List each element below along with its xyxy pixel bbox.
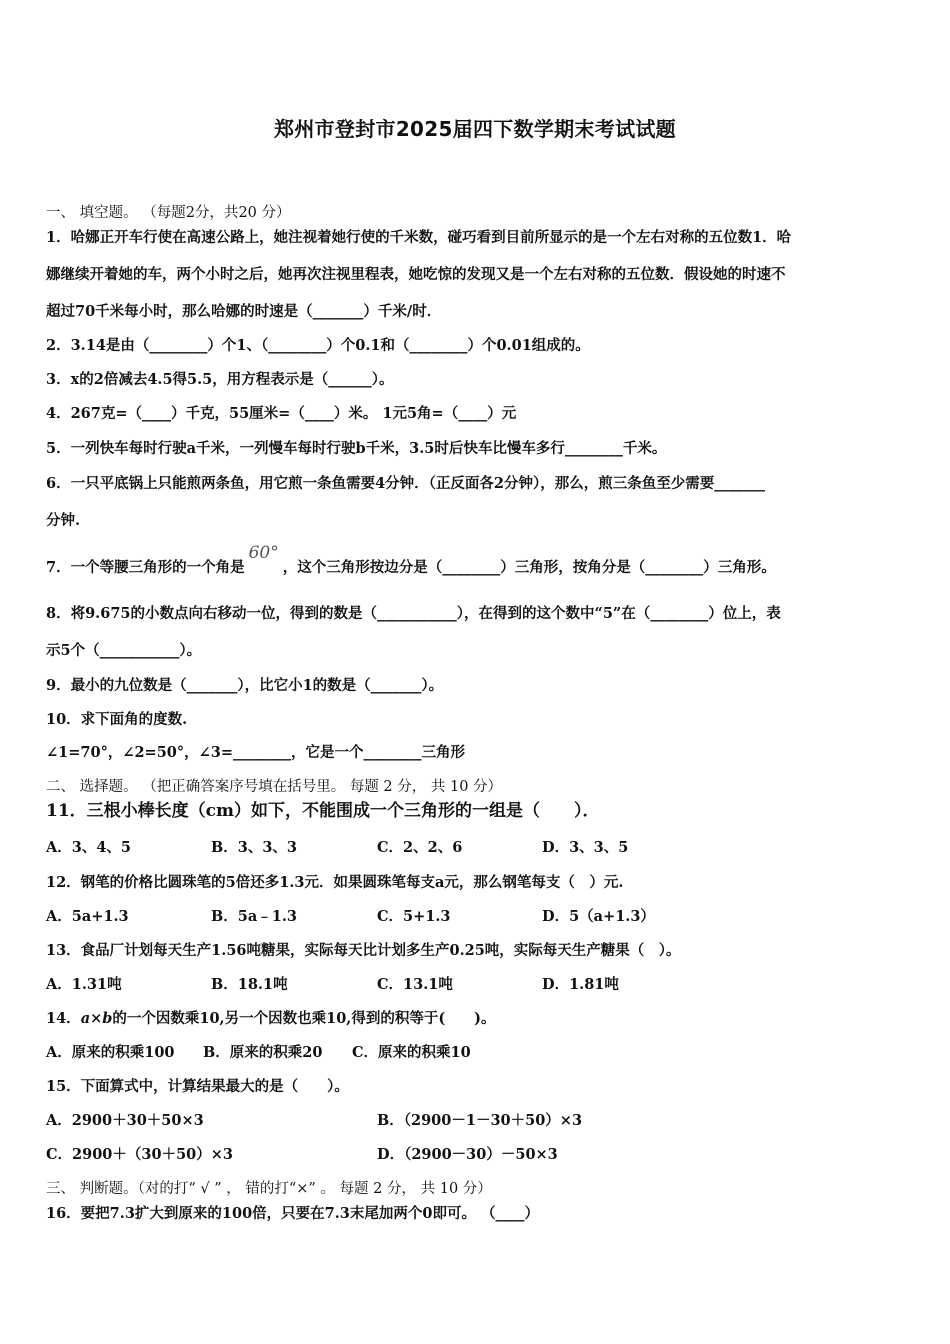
- q12-option-d: D．5（a+1.3）: [542, 908, 655, 925]
- section-2-header: 二、 选择题。 （把正确答案序号填在括号里。 每题 2 分， 共 10 分）: [46, 779, 503, 795]
- q5: 5．一列快车每时行驶a千米，一列慢车每时行驶b千米，3.5时后快车比慢车多行________千米。: [46, 440, 667, 457]
- q6-line1: 6．一只平底锅上只能煎两条鱼，用它煎一条鱼需要4分钟．（正反面各2分钟），那么，煎三条鱼至少需要_______: [46, 475, 766, 492]
- q14-number: 14．: [46, 1010, 81, 1027]
- q14-option-c: C．原来的积乘10: [352, 1044, 471, 1061]
- q1-line3: 超过70千米每小时，那么哈娜的时速是（_______）千米/时．: [46, 303, 442, 320]
- q12-option-b: B．5a﹣1.3: [211, 908, 297, 925]
- q15-option-a: A．2900＋30＋50×3: [46, 1112, 204, 1129]
- page-title: 郑州市登封市2025届四下数学期末考试试题: [274, 117, 676, 141]
- q7-before: 7．一个等腰三角形的一个角是: [46, 559, 245, 576]
- q11-option-b: B．3、3、3: [211, 839, 298, 856]
- q1-line1: 1．哈娜正开车行使在高速公路上，她注视着她行使的千米数，碰巧看到目前所显示的是一个左右对称的五位数1．哈: [46, 229, 792, 246]
- q14-rest: 的一个因数乘10,另一个因数也乘10,得到的积等于( )。: [112, 1010, 496, 1027]
- q12-option-c: C．5+1.3: [377, 908, 451, 925]
- q12-stem: 12．钢笔的价格比圆珠笔的5倍还多1.3元．如果圆珠笔每支a元，那么钢笔每支（ ）元.: [46, 874, 624, 891]
- q13-option-a: A．1.31吨: [46, 976, 122, 993]
- q7-angle-60: 60°: [248, 543, 279, 563]
- section-3-header: 三、 判断题。（对的打“ √ ” ， 错的打“×” 。 每题 2 分， 共 10 分）: [46, 1181, 492, 1197]
- q13-option-c: C．13.1吨: [377, 976, 453, 993]
- q15-option-d: D．（2900－30）－50×3: [377, 1146, 558, 1163]
- q11-option-c: C．2、2、6: [377, 839, 463, 856]
- q12-option-a: A．5a+1.3: [46, 908, 129, 925]
- q15-option-c: C．2900＋（30＋50）×3: [46, 1146, 233, 1163]
- q8-line2: 示5个（___________）。: [46, 642, 202, 659]
- q8-line1: 8．将9.675的小数点向右移动一位，得到的数是（___________），在得到的这个数中“5”在（________）位上，表: [46, 605, 781, 622]
- q11-stem: 11．三根小棒长度（cm）如下，不能围成一个三角形的一组是（ ）．: [46, 801, 600, 821]
- q7: [46, 543, 916, 578]
- q10-line1: 10．求下面角的度数.: [46, 711, 188, 728]
- q14-option-b: B．原来的积乘20: [203, 1044, 323, 1061]
- q4: 4．267克=（____）千克，55厘米=（____）米。 1元5角=（____）元: [46, 405, 517, 422]
- section-1-header: 一、 填空题。 （每题2分，共20 分）: [46, 205, 291, 221]
- q2: 2．3.14是由（________）个1、（________）个0.1和（________）个0.01组成的。: [46, 337, 590, 354]
- q15-option-b: B．（2900－1－30＋50）×3: [377, 1112, 583, 1129]
- q14-option-a: A．原来的积乘100: [46, 1044, 175, 1061]
- q13-stem: 13．食品厂计划每天生产1.56吨糖果，实际每天比计划多生产0.25吨，实际每天生产糖果（ ）。: [46, 942, 681, 959]
- q11-option-a: A．3、4、5: [46, 839, 132, 856]
- q13-option-b: B．18.1吨: [211, 976, 288, 993]
- q14-stem: [46, 1009, 916, 1029]
- q14-expression: a×b: [80, 1010, 113, 1027]
- q16: 16．要把7.3扩大到原来的100倍，只要在7.3末尾加两个0即可。 （____）: [46, 1205, 540, 1222]
- q9: 9．最小的九位数是（_______），比它小1的数是（_______）。: [46, 677, 444, 694]
- q10-line2: ∠1=70°，∠2=50°，∠3=________，它是一个________三角形: [46, 744, 466, 761]
- q6-line2: 分钟.: [46, 512, 81, 529]
- q15-stem: 15．下面算式中，计算结果最大的是（ ）。: [46, 1078, 349, 1095]
- q1-line2: 娜继续开着她的车，两个小时之后，她再次注视里程表，她吃惊的发现又是一个左右对称的五位数．假设她的时速不: [46, 266, 786, 283]
- q13-option-d: D．1.81吨: [542, 976, 619, 993]
- q7-after: ，这个三角形按边分是（________）三角形，按角分是（________）三角形。: [282, 559, 776, 576]
- q11-option-d: D．3、3、5: [542, 839, 629, 856]
- q3: 3．x的2倍减去4.5得5.5，用方程表示是（______）。: [46, 371, 394, 388]
